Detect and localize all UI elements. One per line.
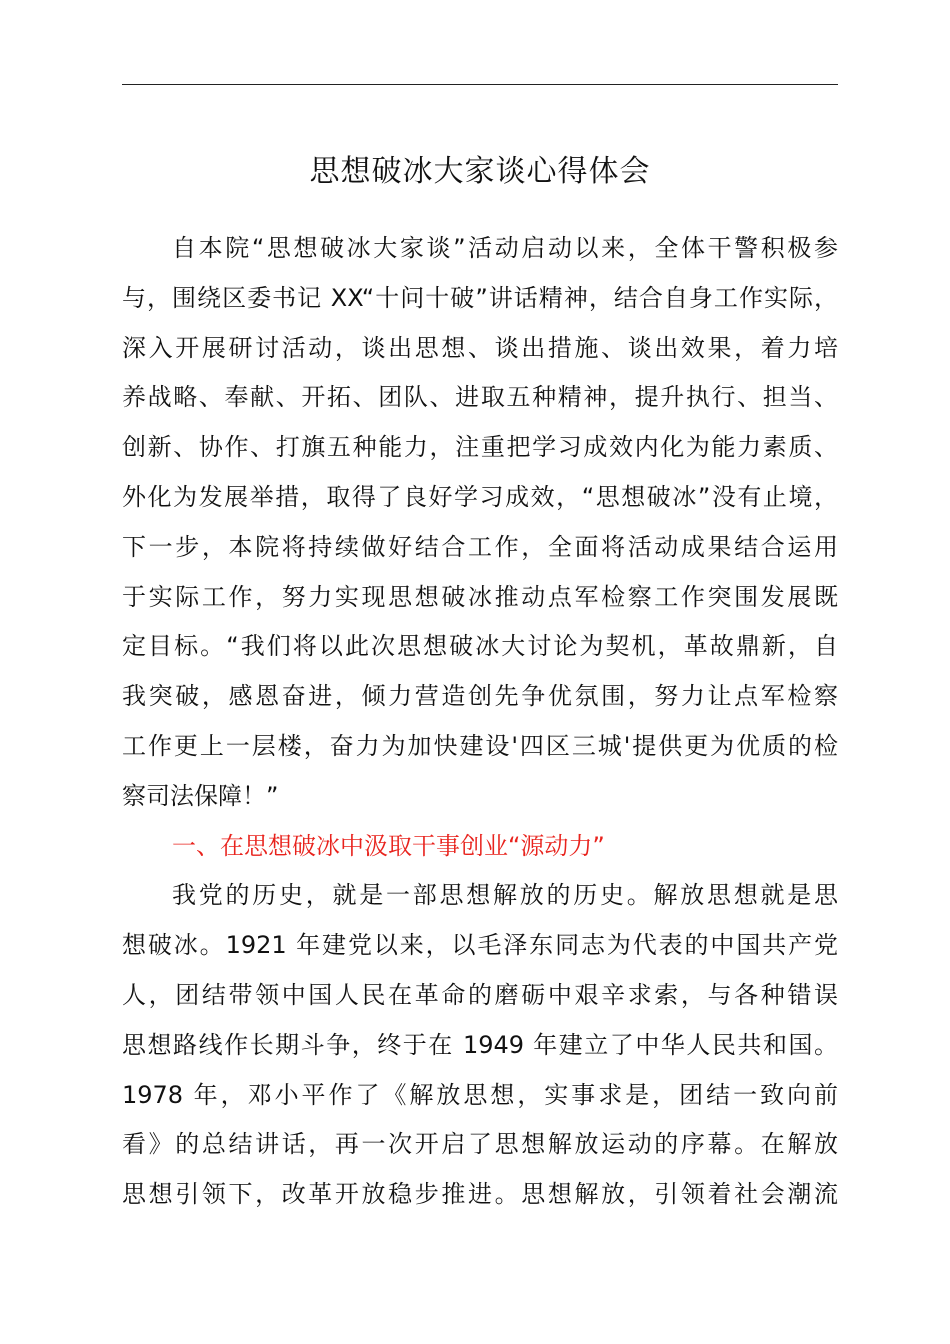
paragraph-line: 思想引领下，改革开放稳步推进。思想解放，引领着社会潮流 [122, 1180, 838, 1209]
paragraph-line: 思想路线作长期斗争，终于在 1949 年建立了中华人民共和国。 [122, 1030, 838, 1059]
paragraph-line: 定目标。“我们将以此次思想破冰大讨论为契机，革故鼎新，自 [122, 632, 838, 661]
paragraph-line: 我党的历史，就是一部思想解放的历史。解放思想就是思 [172, 881, 838, 910]
paragraph-line: 养战略、奉献、开拓、团队、进取五种精神，提升执行、担当、 [122, 383, 838, 412]
paragraph-line: 人，团结带领中国人民在革命的磨砺中艰辛求索，与各种错误 [122, 980, 838, 1009]
paragraph-line: 想破冰。1921 年建党以来，以毛泽东同志为代表的中国共产党 [122, 931, 838, 960]
document-body [122, 224, 838, 1220]
paragraph-line: 1978 年，邓小平作了《解放思想，实事求是，团结一致向前 [122, 1080, 838, 1109]
paragraph-line: 自本院“思想破冰大家谈”活动启动以来，全体干警积极参 [172, 234, 838, 262]
paragraph-line: 与，围绕区委书记 XX“十问十破”讲话精神，结合自身工作实际， [122, 283, 838, 312]
paragraph-line: 深入开展研讨活动，谈出思想、谈出措施、谈出效果，着力培 [122, 333, 838, 362]
paragraph-line: 下一步，本院将持续做好结合工作，全面将活动成果结合运用 [122, 532, 838, 561]
paragraph-line: 工作更上一层楼，奋力为加快建设'四区三城'提供更为优质的检 [122, 731, 838, 760]
paragraph-line: 察司法保障！” [122, 781, 279, 810]
section-heading: 一、在思想破冰中汲取干事创业“源动力” [172, 831, 605, 860]
paragraph-line: 外化为发展举措，取得了良好学习成效，“思想破冰”没有止境， [122, 482, 838, 511]
document-title: 思想破冰大家谈心得体会 [309, 154, 651, 189]
header-rule [122, 84, 838, 85]
paragraph-line: 于实际工作，努力实现思想破冰推动点军检察工作突围发展既 [122, 582, 838, 611]
paragraph-line: 我突破，感恩奋进，倾力营造创先争优氛围，努力让点军检察 [122, 682, 838, 711]
paragraph-line: 看》的总结讲话，再一次开启了思想解放运动的序幕。在解放 [122, 1130, 838, 1159]
paragraph-line: 创新、协作、打旗五种能力，注重把学习成效内化为能力素质、 [122, 433, 838, 462]
